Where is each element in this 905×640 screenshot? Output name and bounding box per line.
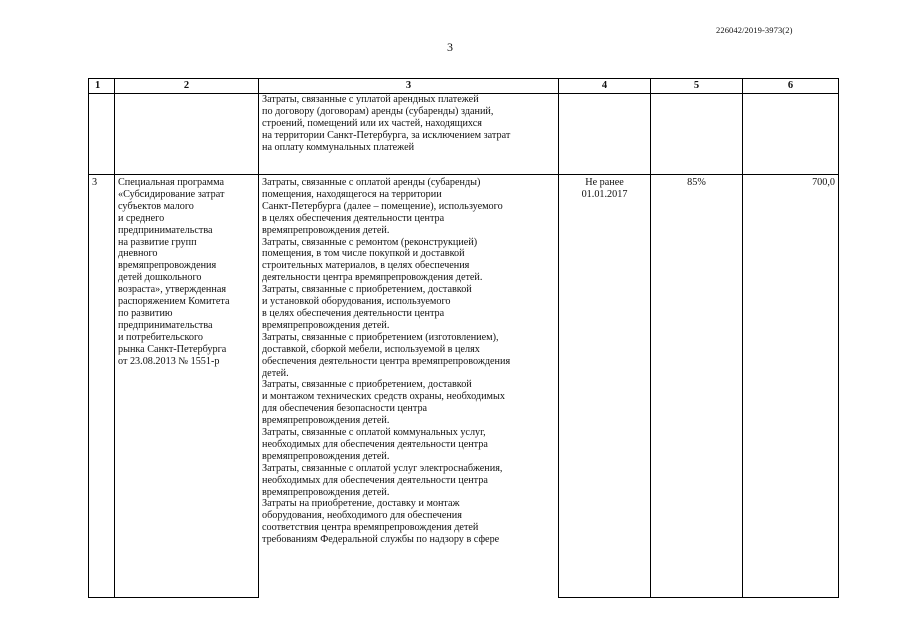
program-line: рынка Санкт-Петербурга <box>118 343 227 355</box>
cost-line: Затраты на приобретение, доставку и монтаж <box>262 498 460 510</box>
program-name-cell <box>115 175 259 598</box>
cost-line: необходимых для обеспечения деятельности центра <box>262 474 488 486</box>
program-line: «Субсидирование затрат <box>118 188 225 200</box>
cost-line: для обеспечения безопасности центра <box>262 403 428 415</box>
subsidy-table <box>88 78 839 598</box>
cont-cell-amount <box>743 94 839 175</box>
row-number: 3 <box>89 175 115 598</box>
cost-line: на территории Санкт-Петербурга, за исключением затрат <box>262 129 511 141</box>
cost-line: соответствия центра времяпрепровождения детей <box>262 522 479 534</box>
cost-line: деятельности центра времяпрепровождения детей. <box>262 272 483 284</box>
program-line: предпринимательства <box>118 319 213 331</box>
header-col-4: 4 <box>559 79 651 94</box>
program-line: от 23.08.2013 № 1551-р <box>118 355 220 367</box>
cost-line: и монтажом технических средств охраны, необходимых <box>262 391 505 403</box>
cost-line: строений, помещений или их частей, находящихся <box>262 117 482 129</box>
cost-line: времяпрепровождения детей. <box>262 224 390 236</box>
program-line: возраста», утвержденная <box>118 284 227 296</box>
program-line: и среднего <box>118 212 165 224</box>
header-col-6: 6 <box>743 79 839 94</box>
cost-line: Затраты, связанные с приобретением, доставкой <box>262 379 472 391</box>
program-line: и потребительского <box>118 331 204 343</box>
amount-cell: 700,0 <box>743 175 839 598</box>
cost-line: на оплату коммунальных платежей <box>262 141 415 153</box>
table-header-row <box>89 79 839 94</box>
header-col-3: 3 <box>259 79 559 94</box>
cost-line: Затраты, связанные с ремонтом (реконструкцией) <box>262 236 478 248</box>
cost-line: детей. <box>262 367 289 379</box>
start-date-line: Не ранее <box>585 177 624 188</box>
cost-line: требованиям Федеральной службы по надзору в сфере <box>262 534 500 546</box>
program-line: времяпрепровождения <box>118 260 217 272</box>
header-col-1: 1 <box>89 79 115 94</box>
cost-line: времяпрепровождения детей. <box>262 486 390 498</box>
cont-cell-percent <box>651 94 743 175</box>
cost-line: Затраты, связанные с оплатой услуг электроснабжения, <box>262 462 503 474</box>
cost-line: необходимых для обеспечения деятельности центра <box>262 438 488 450</box>
cost-line: Затраты, связанные с уплатой арендных платежей <box>262 94 479 105</box>
cost-line: времяпрепровождения детей. <box>262 415 390 427</box>
cost-line: времяпрепровождения детей. <box>262 450 390 462</box>
program-line: распоряжением Комитета <box>118 296 230 308</box>
program-line: дневного <box>118 248 158 260</box>
cost-line: в целях обеспечения деятельности центра <box>262 307 445 319</box>
costs-cell <box>259 175 559 598</box>
cost-line: строительных материалов, в целях обеспечения <box>262 260 470 272</box>
percent-cell: 85% <box>651 175 743 598</box>
program-line: детей дошкольного <box>118 272 202 284</box>
cont-cell-date <box>559 94 651 175</box>
cost-line: Затраты, связанные с оплатой коммунальных услуг, <box>262 427 486 439</box>
program-line: по развитию <box>118 307 173 319</box>
program-line: субъектов малого <box>118 200 194 212</box>
cont-cell-program <box>115 94 259 175</box>
cost-line: Затраты, связанные с приобретением, доставкой <box>262 284 472 296</box>
start-date-cell <box>559 175 651 598</box>
cont-cell-num <box>89 94 115 175</box>
cost-line: времяпрепровождения детей. <box>262 319 390 331</box>
cost-line: в целях обеспечения деятельности центра <box>262 212 445 224</box>
cost-line: Затраты, связанные с оплатой аренды (субаренды) <box>262 177 481 188</box>
start-date-line: 01.01.2017 <box>581 188 628 200</box>
cost-line: по договору (договорам) аренды (субаренды) зданий, <box>262 105 494 117</box>
cost-line: оборудования, необходимого для обеспечения <box>262 510 462 522</box>
cost-line: Санкт-Петербурга (далее – помещение), используемого <box>262 200 503 212</box>
cost-line: Затраты, связанные с приобретением (изготовлением), <box>262 331 499 343</box>
cost-line: помещения, находящегося на территории <box>262 188 442 200</box>
program-line: предпринимательства <box>118 224 213 236</box>
table-row-3 <box>89 175 839 598</box>
cost-line: доставкой, сборкой мебели, используемой в целях <box>262 343 480 355</box>
document-id: 226042/2019-3973(2) <box>716 25 793 35</box>
cost-line: и установкой оборудования, используемого <box>262 296 451 308</box>
table-row-continuation <box>89 94 839 175</box>
header-col-5: 5 <box>651 79 743 94</box>
header-col-2: 2 <box>115 79 259 94</box>
cost-line: обеспечения деятельности центра времяпрепровождения <box>262 355 511 367</box>
page-number: 3 <box>447 40 453 54</box>
cont-cell-costs <box>259 94 559 175</box>
program-line: Специальная программа <box>118 177 224 188</box>
program-line: на развитие групп <box>118 236 197 248</box>
cost-line: помещения, в том числе покупкой и доставкой <box>262 248 465 260</box>
